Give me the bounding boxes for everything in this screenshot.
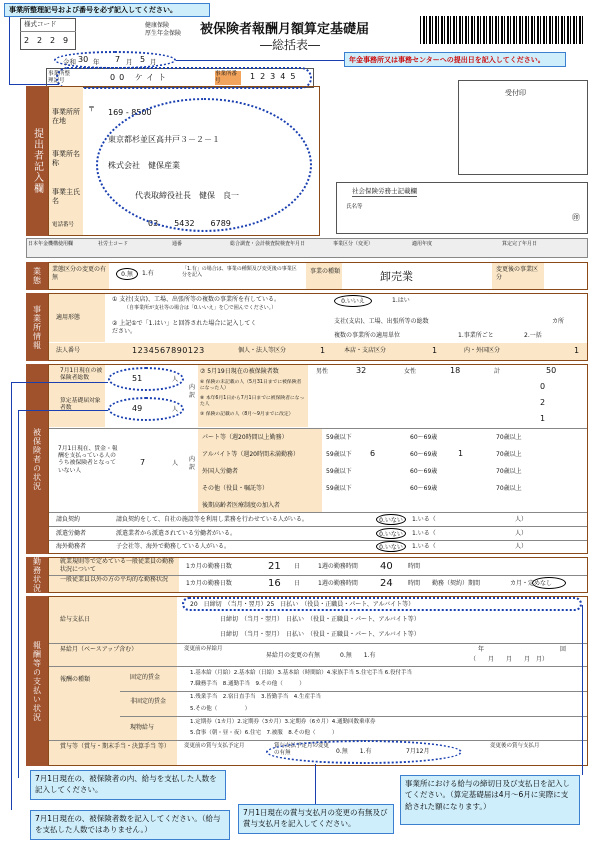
raise-label: 昇給月（ベースアップ含む） <box>60 646 138 653</box>
code-col-3: 通番 <box>172 241 183 247</box>
divider <box>49 428 587 429</box>
apply-label: 適用形態 <box>56 314 81 321</box>
work-side: 勤務状況 <box>26 557 48 593</box>
code-col-5: 事業区分（変更） <box>333 241 374 247</box>
cat-value: 1 <box>320 346 326 355</box>
business-after-label: 変更後の事業区分 <box>496 266 539 281</box>
female-value: 18 <box>450 366 461 375</box>
callout-line <box>11 382 12 810</box>
other-unit: 人 <box>172 460 179 467</box>
contract-yes: 1.いる（ <box>412 516 436 523</box>
pay-row-highlight <box>182 597 582 611</box>
age70: 70歳以上 <box>496 468 522 475</box>
age59: 59歳以下 <box>326 485 352 492</box>
contract-no: 0.いない <box>376 514 406 525</box>
hour-unit: 時間 <box>408 563 421 570</box>
contract-close: 人） <box>515 516 528 523</box>
office-name-label: 事業所名称 <box>52 150 80 167</box>
date-day-unit: 月 <box>150 58 157 66</box>
callout-insured-count: 7月1日現在の、被保険者数を記入してください。（給与を支払した人数ではありません。） <box>30 810 230 840</box>
bonus-label: 賞与等（賞与・期末手当・決算手当 等） <box>60 743 170 750</box>
callout-bonus: 7月1日現在の賞与支払月の変更の有無及び賞与支払月を記入してください。 <box>238 804 394 834</box>
hours-value-2: 24 <box>380 578 393 589</box>
office-no-value: 12345 <box>250 72 301 81</box>
contract-desc: 請負契約をして、自社の施設等を利用し業務を行わせている人がいる。 <box>116 516 308 523</box>
ins-label: 7月1日現在の被保険者総数 <box>60 368 103 382</box>
seal-mark: ㊞ <box>572 213 580 222</box>
barcode <box>420 16 585 44</box>
r2-value: 0 <box>540 382 546 391</box>
owner-value: 代表取締役社長 健保 良一 <box>135 191 239 200</box>
pay-side: 報酬等の支払い状況 <box>26 596 48 766</box>
business-opt-no: 0.無 <box>116 268 138 280</box>
bonus-after: 変更後の賞与支払月 <box>490 743 540 749</box>
corp-label: 法人番号 <box>56 347 81 354</box>
sr-label: 社会保険労務士記載欄 <box>352 187 417 195</box>
owner-label: 事業主氏名 <box>52 188 80 205</box>
fixed-2: 7.職務手当 8.通勤手当 9.その他（ ） <box>190 681 305 687</box>
dispatch-yes: 1.いる（ <box>412 530 436 537</box>
divider <box>120 716 587 717</box>
contract-term: カ月・定めなし <box>510 580 553 587</box>
nonfixed-1: 1.残業手当 2.宿日直手当 3.皆勤手当 4.生産手当 <box>190 694 321 700</box>
total-value: 50 <box>546 366 557 375</box>
callout-office-number: 事業所整理記号および番号を必ず記入してください。 <box>4 3 210 17</box>
date-month-unit: 月 <box>126 58 133 66</box>
business-kind-bg <box>306 263 342 289</box>
dispatch-desc: 派遣業者から派遣されている労働者がいる。 <box>116 530 237 537</box>
total-label: 計 <box>494 368 501 375</box>
bonus-opt: 0.無 1.有 <box>336 748 372 755</box>
age6069: 60〜69歳 <box>410 485 438 492</box>
contract-label: 請負契約 <box>56 516 81 523</box>
raise-mid: 変更前の昇給月 <box>184 646 223 652</box>
raise-change: 昇給月の変更の有無 <box>266 652 321 659</box>
hours-value-1: 40 <box>380 561 393 572</box>
divider <box>120 691 587 692</box>
apply-yes: 1.はい <box>392 297 410 304</box>
abroad-close: 人） <box>515 543 528 550</box>
form-code-digit: 2 <box>24 36 30 45</box>
tel-label: 電話番号 <box>52 222 75 228</box>
days-value-1: 21 <box>268 561 281 572</box>
male-value: 32 <box>356 366 367 375</box>
pay-day-label: 給与支払日 <box>60 616 91 623</box>
apply-no: 0.いいえ <box>334 295 372 307</box>
age59: 59歳以下 <box>326 451 352 458</box>
cat-label: 個人・法人等区分 <box>238 347 287 354</box>
received-stamp-label: 受付印 <box>505 89 526 97</box>
callout-line <box>18 410 19 778</box>
dispatch-no: 0.いない <box>376 528 406 539</box>
divider <box>20 31 76 32</box>
arbeit-label: アルバイト等（週20時間未満勤務） <box>202 451 299 458</box>
day-unit: 日 <box>294 580 301 587</box>
inkind-label: 現物給与 <box>130 724 155 731</box>
inkind-1: 1.定期券（1カ月）2.定期券（3カ月）3.定期券（6カ月）4.通勤回数乗車券 <box>190 719 376 725</box>
male-label: 男性 <box>316 368 329 375</box>
bonus-mid: 変更前の賞与支払予定月 <box>184 743 245 749</box>
apply-l2a: 支社(支店)、工場、出張所等の総数 <box>334 318 429 325</box>
contract-term-label: 勤務（契約）期間 <box>432 580 481 587</box>
business-note: 「1.有」の場合は、事業の種類及び変更後の事業区分を記入 <box>182 266 297 279</box>
dispatch-label: 派遣労働者 <box>56 530 87 537</box>
pay-row-3: 日締切 （当月・翌月） 日払い （役員・正職員・パート、アルバイト等） <box>220 631 420 638</box>
irregular-label: 一般従業員以外の方の平均的な勤務状況 <box>60 576 169 583</box>
address-value: 東京都杉並区高井戸３－２－１ <box>108 135 220 144</box>
apply-l1: ① 支社(支店)、工場、出張所等の複数の事業所を有している。 <box>112 296 280 303</box>
callout-text: 年金事務所又は事務センターへの提出日を記入してください。 <box>349 56 545 64</box>
abroad-yes: 1.いる（ <box>412 543 436 550</box>
age59: 59歳以下 <box>326 434 352 441</box>
callout-pay-day: 事業所における給与の締切日及び支払日を記入してください。（算定基礎届は4月～6月に実際に支給された額になります。） <box>400 775 580 825</box>
r2-label: ⑥ 保険の未記載の人（5月31日までに被保険者になった人） <box>200 380 302 391</box>
raise-year: 年 <box>478 646 485 653</box>
office-code-label: 事業所整理記号 <box>48 71 71 84</box>
submitter-side: 提出者記入欄 <box>26 86 48 236</box>
inout-value: 1 <box>574 346 580 355</box>
divider <box>49 643 587 644</box>
apply-l1-sub: （自事業所が支社等の場合は「0.いいえ」を〇で囲んでください。） <box>124 305 277 311</box>
ins-unit: 人 <box>172 376 179 383</box>
ins-highlight <box>108 367 184 391</box>
date-era: 令和 <box>63 58 76 66</box>
pay-row-2: 日締切 （当月・翌月） 日払い （役員・正職員・パート、アルバイト等） <box>220 616 420 623</box>
calc-value: 49 <box>132 404 143 413</box>
calc-highlight <box>108 397 184 421</box>
code-col-4: 総合調査・会計検査院検査年月日 <box>230 241 306 247</box>
business-kind-label: 事業の種類 <box>310 268 341 275</box>
nonfixed-2: 5.その他（ ） <box>190 706 251 712</box>
callout-line <box>176 60 344 61</box>
r1-label: ⑦ 5月19日現在の被保険者数 <box>200 368 279 375</box>
divider <box>49 526 587 527</box>
r3-value: 2 <box>540 398 546 407</box>
hq-label: 本店・支店区分 <box>344 347 387 354</box>
callout-line <box>11 382 108 383</box>
apply-l2b1: 1.事業所ごと <box>458 332 494 339</box>
raise-month: （ 月 月 月 月） <box>470 656 549 663</box>
bonus-highlight <box>266 740 462 764</box>
business-kind-value: 卸売業 <box>380 270 413 283</box>
corp-row-bg <box>49 343 587 360</box>
apply-l2a-unit: カ所 <box>552 318 565 325</box>
callout-paid-count: 7月1日現在の、被保険者の内、給与を支払した人数を記入してください。 <box>30 770 226 800</box>
term-circle <box>532 577 566 589</box>
divider <box>49 540 587 541</box>
calc-label: 算定基礎届対象者数 <box>60 398 101 412</box>
days-label: 1カ月の勤務日数 <box>186 563 232 570</box>
form-code-digit: 9 <box>63 36 69 45</box>
office-name-value: 株式会社 健保産業 <box>108 161 180 170</box>
business-side: 業態 <box>26 262 48 290</box>
raise-times: 回 <box>560 646 567 653</box>
inkind-2: 5.食事（朝・昼・夜）6.住宅 7.被服 8.その他（ ） <box>190 730 338 736</box>
day-unit: 日 <box>294 563 301 570</box>
form-code-digit: 2 <box>37 36 43 45</box>
insurance-label: 健康保険 厚生年金保険 <box>145 22 182 37</box>
code-col-2: 社労士コード <box>98 241 129 247</box>
code-col-7: 算定完了年月日 <box>502 241 538 247</box>
code-col-1: 日本年金機構使用欄 <box>28 241 74 247</box>
ins-value: 51 <box>132 374 143 383</box>
code-col-6: 適用年度 <box>412 241 433 247</box>
business-opt-yes: 1.有 <box>142 270 154 277</box>
dispatch-close: 人） <box>515 530 528 537</box>
callout-line <box>9 17 10 84</box>
form-code-label: 様式コード <box>24 20 57 28</box>
raise-opt: 0.無 1.有 <box>340 652 376 659</box>
regular-label: 就業規則等で定めている一般従業員の勤務状況について <box>60 558 175 573</box>
parttime-label: パート等（週20時間以上勤務） <box>202 434 288 441</box>
office-no-label: 事業所番号 <box>215 71 241 85</box>
other-label: 7月1日現在、賃金・報酬を支払っている人のうち被保険者となっていない人 <box>58 446 118 474</box>
age70: 70歳以上 <box>496 485 522 492</box>
sr-name-label: 氏名等 <box>346 204 363 210</box>
fixed-1: 1.基本給（月給）2.基本給（日給）3.基本給（時間給）4.家族手当 5.住宅手当 6.役付手当 <box>190 670 412 676</box>
form-title: 被保険者報酬月額算定基礎届 <box>200 22 370 37</box>
other-value: 7 <box>140 458 146 467</box>
hours-label: 1週の勤務時間 <box>318 580 358 587</box>
age70: 70歳以上 <box>496 434 522 441</box>
elderly-label: 後期高齢者医療制度の加入者 <box>202 502 281 509</box>
divider <box>49 666 587 667</box>
foreign-label: 外国人労働者 <box>202 468 239 475</box>
form-subtitle: ―総括表― <box>260 38 321 52</box>
age59: 59歳以下 <box>326 468 352 475</box>
kinds-label: 報酬の種類 <box>60 676 91 683</box>
postal-mark: 〒 <box>88 105 95 113</box>
hq-value: 1 <box>432 346 438 355</box>
tel-value: 03 5432 6789 <box>148 219 231 228</box>
callout-line <box>18 410 108 411</box>
hour-unit: 時間 <box>408 580 421 587</box>
hours-label: 1週の勤務時間 <box>318 563 358 570</box>
abroad-no: 0.いない <box>376 541 406 552</box>
apply-l2: ② 上記①で「1.はい」と回答された場合に記入してください。 <box>112 320 257 335</box>
days-value-2: 16 <box>268 578 281 589</box>
r4-value: 1 <box>540 414 546 423</box>
age6069: 60〜69歳 <box>410 434 438 441</box>
r4-label: ⑨ 保険の記載の人（8月〜9月までに改定） <box>200 412 294 417</box>
arbeit-6069-value: 1 <box>458 449 464 458</box>
date-year-unit: 年 <box>93 58 100 66</box>
days-label: 1カ月の勤務日数 <box>186 580 232 587</box>
divider <box>49 512 587 513</box>
form-code-digit: 2 <box>50 36 56 45</box>
abroad-label: 海外勤務者 <box>56 543 87 550</box>
otherw-label: その他（役員・嘱託等） <box>202 485 269 492</box>
female-label: 女性 <box>404 368 417 375</box>
pay-row-1: 20 日締切 （当月・翌月）25 日払い （役員・正職員・パート、アルバイト等） <box>190 601 415 608</box>
age70: 70歳以上 <box>496 451 522 458</box>
arbeit-59-value: 6 <box>370 449 376 458</box>
business-change-label: 業態区分の変更の有無 <box>52 266 107 281</box>
date-year: 30 <box>78 55 89 64</box>
address-label: 事業所所在地 <box>52 108 80 125</box>
date-day: 5 <box>140 55 146 64</box>
abroad-desc: 子会社等、海外で勤務している人がいる。 <box>116 543 231 550</box>
bonus-months: 7月12月 <box>406 748 430 755</box>
office-code-value: 00 ケイト <box>110 73 171 82</box>
employees-side: 被保険者の状況 <box>26 364 48 554</box>
callout-line <box>582 605 583 775</box>
date-month: 7 <box>115 55 121 64</box>
callout-submit-date <box>344 52 566 67</box>
divider <box>49 575 587 576</box>
office-info-side: 事業所情報 <box>26 293 48 361</box>
breakdown-label: 内訳 <box>189 384 196 399</box>
age6069: 60〜69歳 <box>410 468 438 475</box>
calc-unit: 人 <box>172 406 179 413</box>
postal-code: 169 - 8500 <box>108 108 152 117</box>
age6069: 60〜69歳 <box>410 451 438 458</box>
fixed-label: 固定的賃金 <box>130 674 161 681</box>
nonfixed-label: 非固定的賃金 <box>130 698 167 705</box>
submitter-highlight <box>96 98 312 232</box>
corp-value: 1234567890123 <box>132 346 205 355</box>
bonus-change: 賞与支払予定月の変更の有無 <box>274 743 330 756</box>
r3-label: ⑧ 本年6月1日から7月1日までに被保険者になった人 <box>200 396 305 407</box>
apply-l2b2: 2.一括 <box>524 332 542 339</box>
inout-label: 内・外国区分 <box>464 347 501 354</box>
callout-line <box>315 764 316 804</box>
other-breakdown: 内訳 <box>189 456 196 471</box>
apply-l2b: 複数の事業所の適用単位 <box>334 332 401 339</box>
